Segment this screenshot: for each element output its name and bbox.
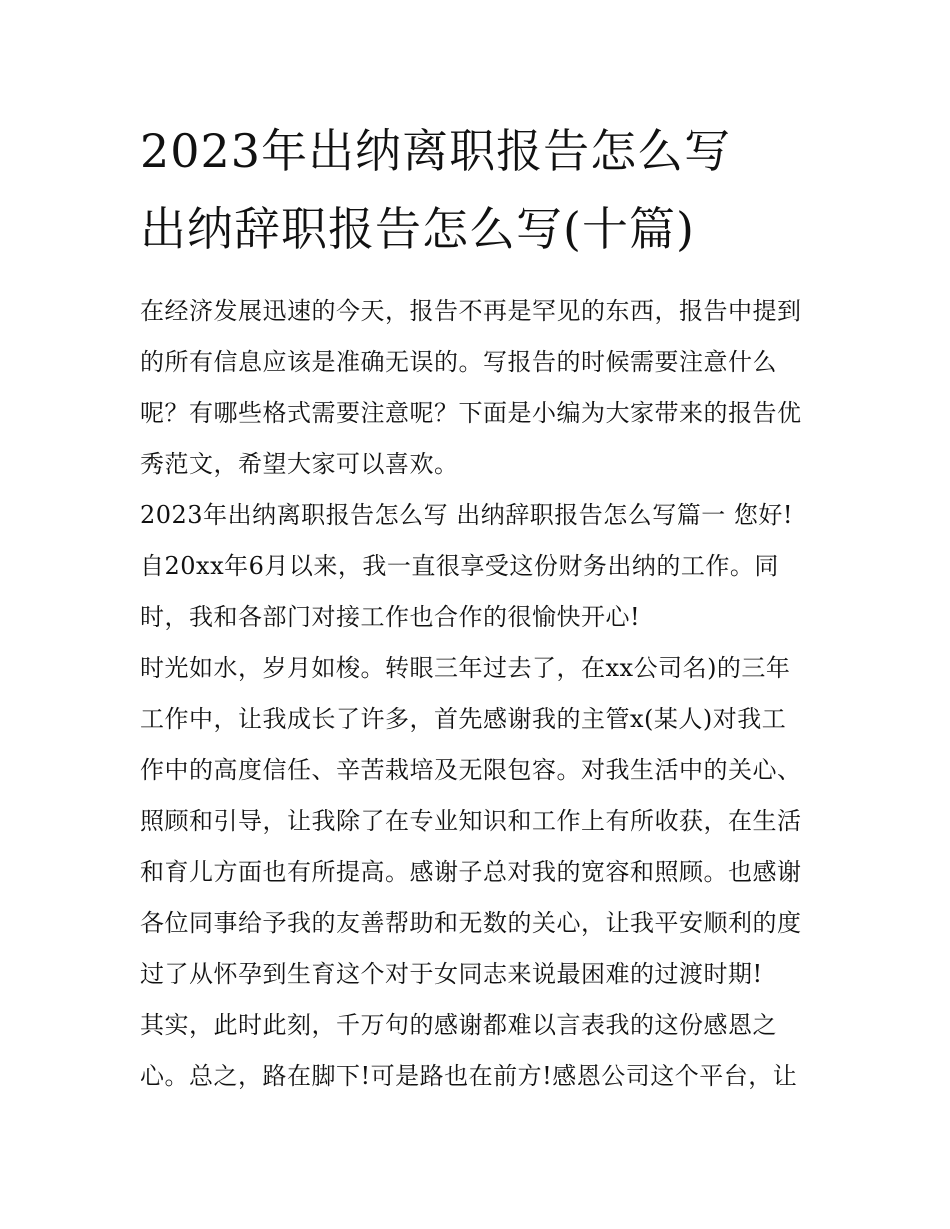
body-line: 在经济发展迅速的今天，报告不再是罕见的东西，报告中提到 <box>140 297 802 325</box>
body-line: 自20xx年6月以来，我一直很享受这份财务出纳的工作。同 <box>140 552 779 580</box>
body-line: 呢？有哪些格式需要注意呢？下面是小编为大家带来的报告优 <box>140 399 802 427</box>
body-line: 各位同事给予我的友善帮助和无数的关心，让我平安顺利的度 <box>140 909 802 937</box>
body-line: 的所有信息应该是准确无误的。写报告的时候需要注意什么 <box>140 348 777 376</box>
document-title-line-1: 2023年出纳离职报告怎么写 <box>140 124 732 178</box>
body-line: 2023年出纳离职报告怎么写 出纳辞职报告怎么写篇一 您好! <box>140 501 793 529</box>
document-title-line-2: 出纳辞职报告怎么写(十篇) <box>140 202 695 256</box>
body-line: 心。总之，路在脚下!可是路也在前方!感恩公司这个平台，让 <box>140 1062 798 1090</box>
body-line: 时光如水，岁月如梭。转眼三年过去了，在xx公司名)的三年 <box>140 654 791 682</box>
body-line: 工作中，让我成长了许多，首先感谢我的主管x(某人)对我工 <box>140 705 787 733</box>
body-line: 其实，此时此刻，千万句的感谢都难以言表我的这份感恩之 <box>140 1011 777 1039</box>
body-line: 和育儿方面也有所提高。感谢子总对我的宽容和照顾。也感谢 <box>140 858 802 886</box>
body-line: 过了从怀孕到生育这个对于女同志来说最困难的过渡时期! <box>140 960 763 988</box>
document-body <box>140 286 820 1102</box>
body-line: 时，我和各部门对接工作也合作的很愉快开心! <box>140 603 641 631</box>
document-page <box>140 112 820 1102</box>
body-line: 作中的高度信任、辛苦栽培及无限包容。对我生活中的关心、 <box>140 756 802 784</box>
body-line: 秀范文，希望大家可以喜欢。 <box>140 450 459 478</box>
body-line: 照顾和引导，让我除了在专业知识和工作上有所收获，在生活 <box>140 807 802 835</box>
